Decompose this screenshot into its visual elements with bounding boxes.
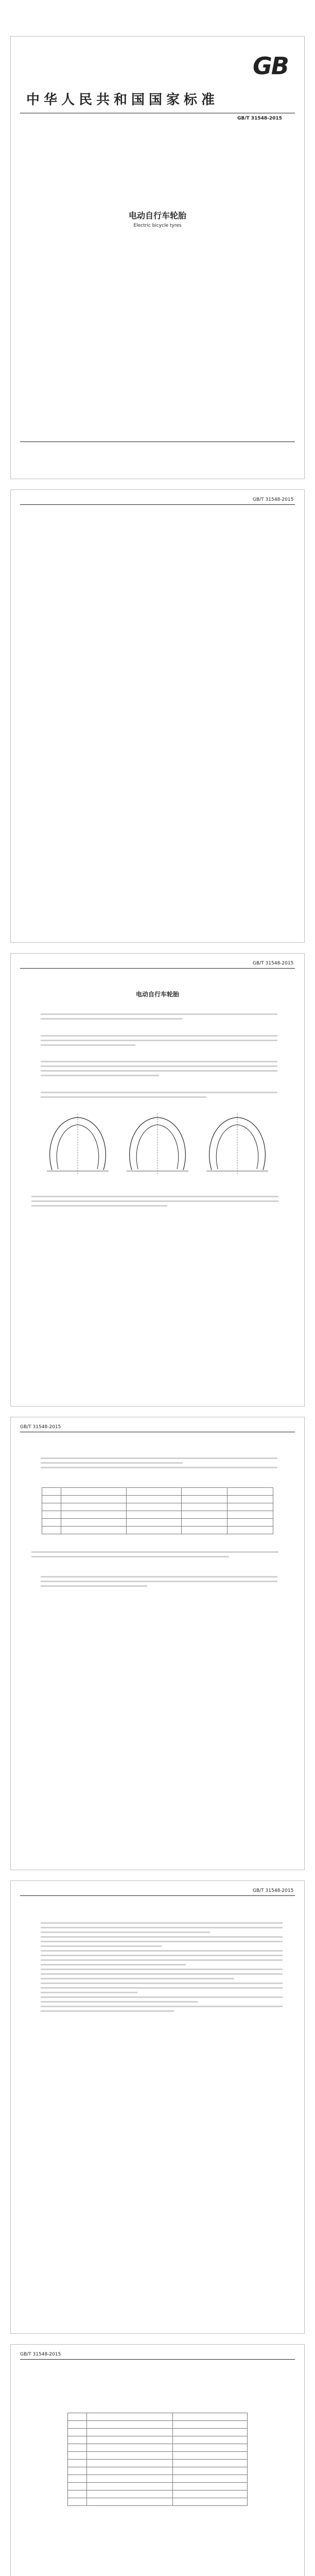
page-std-no: GB/T 31548-2015 [20, 2352, 61, 2357]
text-block [41, 1061, 277, 1079]
page-std-no: GB/T 31548-2015 [253, 961, 294, 966]
gb-logo [253, 52, 289, 82]
header-rule [20, 1895, 295, 1896]
text-block [41, 1092, 277, 1101]
page-std-no: GB/T 31548-2015 [20, 1425, 61, 1430]
header-rule [20, 968, 295, 969]
table-row [68, 2467, 248, 2475]
data-table [42, 1487, 273, 1534]
header-rule [20, 504, 295, 505]
table-row [68, 2436, 248, 2444]
table-row [42, 1503, 273, 1511]
tyre-figure-3 [206, 1113, 268, 1175]
annex-page [10, 2344, 305, 2576]
table-row [68, 2460, 248, 2467]
table-row [68, 2452, 248, 2460]
table-row [68, 2421, 248, 2429]
text-block [41, 1458, 277, 1471]
table-row [42, 1496, 273, 1503]
text-block [31, 1196, 278, 1210]
table-row [42, 1488, 273, 1496]
cover-std-no: GB/T 31548-2015 [237, 116, 282, 121]
table-row [68, 2483, 248, 2490]
cover-page [10, 36, 305, 479]
body-page-1 [10, 953, 305, 1406]
page-std-no: GB/T 31548-2015 [253, 1888, 294, 1893]
table-row [68, 2429, 248, 2436]
table-row [68, 2475, 248, 2483]
cover-title-en: Electric bicycle tyres [133, 223, 182, 228]
text-block [31, 1551, 278, 1561]
tyre-figure-2 [127, 1113, 188, 1175]
body-heading: 电动自行车轮胎 [135, 991, 179, 998]
body-page-3 [10, 1880, 305, 2334]
gb-logo-text: GB [253, 52, 288, 80]
standard-title: 中华人民共和国国家标准 [26, 92, 219, 108]
table-row [42, 1511, 273, 1519]
tyre-figures [31, 1108, 284, 1185]
cover-title-cn: 电动自行车轮胎 [128, 211, 186, 221]
foreword-page [10, 489, 305, 943]
text-block [41, 1013, 277, 1023]
tyre-figure-1 [47, 1113, 109, 1175]
table-row [68, 2498, 248, 2506]
top-bar [0, 0, 315, 36]
text-block [41, 1576, 277, 1590]
header-rule [20, 2359, 295, 2360]
body-page-2 [10, 1417, 305, 1870]
page-std-no: GB/T 31548-2015 [253, 497, 294, 502]
text-block [41, 1035, 277, 1049]
table-row [42, 1527, 273, 1534]
table-row [68, 2413, 248, 2421]
annex-table [67, 2413, 248, 2506]
table-row [68, 2490, 248, 2498]
table-row [68, 2444, 248, 2452]
text-block [41, 1922, 283, 2015]
table-row [42, 1519, 273, 1527]
